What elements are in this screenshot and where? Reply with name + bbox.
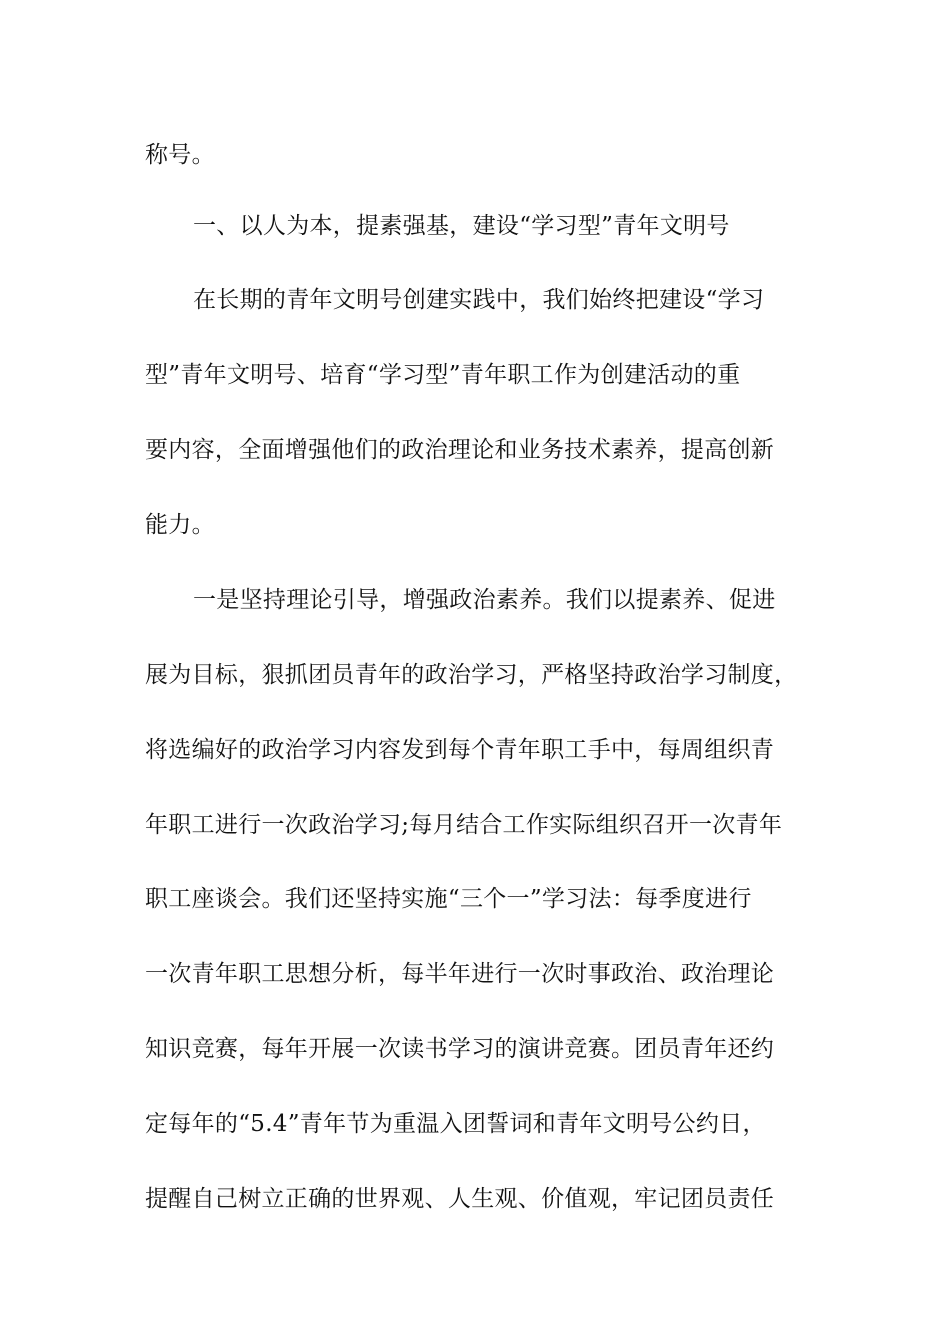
section-heading: 一、以人为本，提素强基，建设“学习型”青年文明号 bbox=[193, 213, 730, 239]
paragraph-2-line-9: 提醒自己树立正确的世界观、人生观、价值观，牢记团员责任 bbox=[145, 1186, 775, 1212]
paragraph-1-line-3: 要内容，全面增强他们的政治理论和业务技术素养，提高创新 bbox=[145, 437, 775, 463]
paragraph-2-line-7: 知识竞赛，每年开展一次读书学习的演讲竞赛。团员青年还约 bbox=[145, 1036, 775, 1062]
paragraph-1-line-1: 在长期的青年文明号创建实践中，我们始终把建设“学习 bbox=[193, 287, 765, 313]
paragraph-2-line-5: 职工座谈会。我们还坚持实施“三个一”学习法：每季度进行 bbox=[145, 886, 752, 912]
paragraph-2-line-3: 将选编好的政治学习内容发到每个青年职工手中，每周组织青 bbox=[145, 737, 775, 763]
paragraph-2-line-4: 年职工进行一次政治学习;每月结合工作实际组织召开一次青年 bbox=[145, 812, 783, 838]
paragraph-2-line-1: 一是坚持理论引导，增强政治素养。我们以提素养、促进 bbox=[193, 587, 776, 613]
paragraph-1-line-2: 型”青年文明号、培育“学习型”青年职工作为创建活动的重 bbox=[145, 362, 741, 388]
paragraph-2-line-6: 一次青年职工思想分析，每半年进行一次时事政治、政治理论 bbox=[145, 961, 775, 987]
paragraph-2-line-8: 定每年的“5.4”青年节为重温入团誓词和青年文明号公约日， bbox=[145, 1111, 766, 1137]
text-line-continuation: 称号。 bbox=[145, 142, 215, 168]
paragraph-1-line-4: 能力。 bbox=[145, 512, 215, 538]
paragraph-2-line-2: 展为目标，狠抓团员青年的政治学习，严格坚持政治学习制度， bbox=[145, 662, 798, 688]
